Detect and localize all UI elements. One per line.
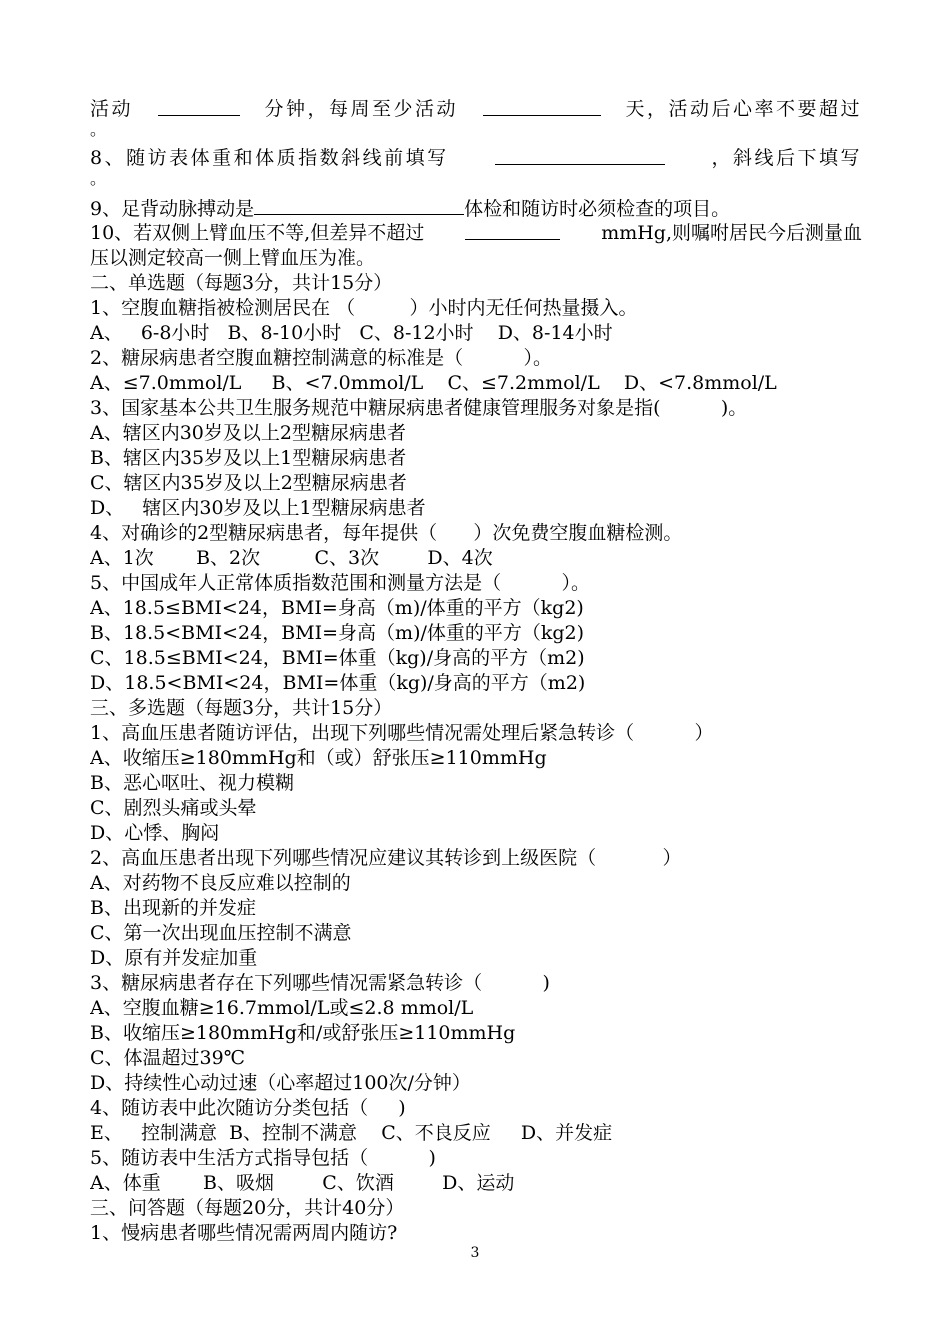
single-q3-option-a: A、辖区内30岁及以上2型糖尿病患者	[90, 422, 406, 444]
multi-q3: 3、糖尿病患者存在下列哪些情况需紧急转诊（ )	[90, 972, 550, 994]
answer-blank[interactable]	[158, 97, 240, 116]
answer-blank[interactable]	[465, 221, 560, 240]
section-heading-essay: 三、问答题（每题20分，共计40分）	[90, 1197, 405, 1219]
multi-q2-option-c: C、第一次出现血压控制不满意	[90, 922, 352, 944]
q10-text-b: mmHg,则嘱咐居民今后测量血	[601, 222, 862, 244]
single-q1-options: A、 6-8小时 B、8-10小时 C、8-12小时 D、8-14小时	[90, 322, 613, 344]
fill-question-9	[90, 196, 862, 221]
answer-blank[interactable]	[483, 97, 601, 116]
fill-question-7-continued	[90, 97, 862, 121]
q9-text-a: 9、足背动脉搏动是	[90, 198, 255, 220]
q8-text-b: ，斜线后下填写	[711, 147, 862, 169]
single-q3-option-d: D、 辖区内30岁及以上1型糖尿病患者	[90, 497, 426, 519]
q7-text-c: 天，活动后心率不要超过	[625, 98, 862, 120]
single-q5: 5、中国成年人正常体质指数范围和测量方法是（ ）。	[90, 572, 590, 594]
q9-text-b: 体检和随访时必须检查的项目。	[464, 198, 731, 220]
single-q4-options: A、1次 B、2次 C、3次 D、4次	[90, 547, 493, 569]
q7-text-b: 分钟，每周至少活动	[264, 98, 458, 120]
multi-q5: 5、随访表中生活方式指导包括（ )	[90, 1147, 436, 1169]
single-q5-option-b: B、18.5<BMI<24，BMI=身高（m)/体重的平方（kg2)	[90, 622, 585, 644]
multi-q1-option-a: A、收缩压≥180mmHg和（或）舒张压≥110mmHg	[90, 747, 547, 769]
multi-q1: 1、高血压患者随访评估，出现下列哪些情况需处理后紧急转诊（ ）	[90, 722, 714, 744]
single-q1: 1、空腹血糖指被检测居民在 （ ）小时内无任何热量摄入。	[90, 297, 638, 319]
section-heading-single-choice: 二、单选题（每题3分，共计15分）	[90, 272, 393, 294]
multi-q3-option-d: D、持续性心动过速（心率超过100次/分钟）	[90, 1072, 471, 1094]
multi-q1-option-d: D、心悸、胸闷	[90, 822, 220, 844]
page-number: 3	[470, 1245, 480, 1261]
single-q2-options: A、≤7.0mmol/L B、<7.0mmol/L C、≤7.2mmol/L D、<7.8mmol/L	[90, 372, 777, 394]
fill-question-10	[90, 221, 862, 245]
essay-q1: 1、慢病患者哪些情况需两周内随访?	[90, 1222, 398, 1244]
single-q4: 4、对确诊的2型糖尿病患者，每年提供（ ）次免费空腹血糖检测。	[90, 522, 683, 544]
q10-text-c: 压以测定较高一侧上臂血压为准。	[90, 247, 376, 269]
multi-q3-option-b: B、收缩压≥180mmHg和/或舒张压≥110mmHg	[90, 1022, 516, 1044]
multi-q2-option-a: A、对药物不良反应难以控制的	[90, 872, 351, 894]
q7-text-a: 活动	[90, 98, 134, 120]
multi-q4: 4、随访表中此次随访分类包括（ )	[90, 1097, 406, 1119]
single-q5-option-d: D、18.5<BMI<24，BMI=体重（kg)/身高的平方（m2)	[90, 672, 586, 694]
single-q3: 3、国家基本公共卫生服务规范中糖尿病患者健康管理服务对象是指( )。	[90, 397, 748, 419]
fill-question-8	[90, 146, 862, 170]
multi-q1-option-c: C、剧烈头痛或头晕	[90, 797, 257, 819]
q8-text-a: 8、随访表体重和体质指数斜线前填写	[90, 147, 449, 169]
multi-q2-option-d: D、原有并发症加重	[90, 947, 258, 969]
multi-q4-options: E、 控制满意 B、控制不满意 C、不良反应 D、并发症	[90, 1122, 613, 1144]
q10-text-a: 10、若双侧上臂血压不等,但差异不超过	[90, 222, 425, 244]
multi-q1-option-b: B、恶心呕吐、视力模糊	[90, 772, 294, 794]
answer-blank[interactable]	[254, 196, 464, 215]
multi-q5-options: A、体重 B、吸烟 C、饮酒 D、运动	[90, 1172, 515, 1194]
q7-tail: 。	[90, 121, 107, 139]
section-heading-multi-choice: 三、多选题（每题3分，共计15分）	[90, 697, 393, 719]
multi-q3-option-a: A、空腹血糖≥16.7mmol/L或≤2.8 mmol/L	[90, 997, 474, 1019]
multi-q2-option-b: B、出现新的并发症	[90, 897, 256, 919]
single-q2: 2、糖尿病患者空腹血糖控制满意的标准是（ ）。	[90, 347, 552, 369]
q8-tail: 。	[90, 170, 107, 188]
single-q3-option-c: C、辖区内35岁及以上2型糖尿病患者	[90, 472, 407, 494]
multi-q2: 2、高血压患者出现下列哪些情况应建议其转诊到上级医院（ ）	[90, 847, 682, 869]
single-q5-option-c: C、18.5≤BMI<24，BMI=体重（kg)/身高的平方（m2)	[90, 647, 585, 669]
multi-q3-option-c: C、体温超过39℃	[90, 1047, 245, 1069]
answer-blank[interactable]	[495, 146, 665, 165]
single-q3-option-b: B、辖区内35岁及以上1型糖尿病患者	[90, 447, 407, 469]
single-q5-option-a: A、18.5≤BMI<24，BMI=身高（m)/体重的平方（kg2)	[90, 597, 584, 619]
